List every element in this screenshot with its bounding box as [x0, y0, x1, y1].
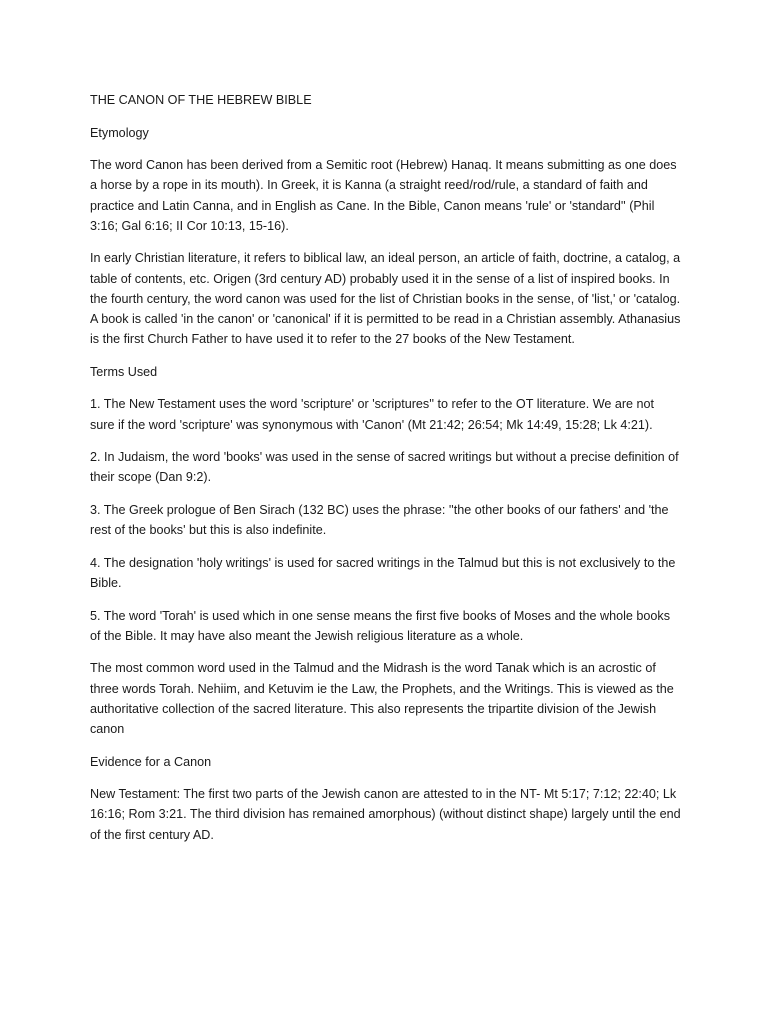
section-heading-evidence: Evidence for a Canon	[90, 754, 212, 769]
list-item-term-3: 3. The Greek prologue of Ben Sirach (132 BC) uses the phrase: ''the other books of our fathers' and 'the rest of the books' but this is also indefinite.	[90, 502, 669, 538]
section-heading-terms-used: Terms Used	[90, 364, 158, 379]
section-heading-etymology: Etymology	[90, 125, 149, 140]
list-item-term-4: 4. The designation 'holy writings' is used for sacred writings in the Talmud but this is not exclusively to the Bible.	[90, 555, 676, 590]
list-item-term-2: 2. In Judaism, the word 'books' was used in the sense of sacred writings but without a precise definition of their scope (Dan 9:2).	[90, 450, 679, 485]
list-item-term-5: 5. The word 'Torah' is used which in one sense means the first five books of Moses and the whole books of the Bible. It may have also meant the Jewish religious literature as a whole.	[90, 608, 671, 643]
paragraph-etymology-2: In early Christian literature, it refers to biblical law, an ideal person, an article of faith, doctrine, a catalog, a table of contents, etc. Origen (3rd century AD) probably used it in the sense of a list of inspired books. In the fourth century, the word canon was used for the list of Christian books in the sense, of 'list,' or 'catalog. A book is called 'in the canon' or 'canonical' if it is permitted to be read in a Christian assembly. Athanasius is the first Church Father to have used it to refer to the 27 books of the New Testament.	[90, 251, 681, 347]
document-title: THE CANON OF THE HEBREW BIBLE	[90, 93, 312, 107]
paragraph-nt-evidence: New Testament: The first two parts of the Jewish canon are attested to in the NT- Mt 5:17; 7:12; 22:40; Lk 16:16; Rom 3:21. The third division has remained amorphous) (without distinct shape) largely until the end of the first century AD.	[90, 787, 681, 842]
list-item-term-1: 1. The New Testament uses the word 'scripture' or 'scriptures'' to refer to the OT literature. We are not sure if the word 'scripture' was synonymous with 'Canon' (Mt 21:42; 26:54; Mk 14:49, 15:28; Lk 4:21).	[90, 397, 655, 432]
paragraph-tanak: The most common word used in the Talmud and the Midrash is the word Tanak which is an acrostic of three words Torah. Nehiim, and Ketuvim ie the Law, the Prophets, and the Writings. This is viewed as the authoritative collection of the sacred literature. This also represents the tripartite division of the Jewish canon	[90, 661, 674, 736]
document-page	[90, 90, 682, 857]
paragraph-etymology-1: The word Canon has been derived from a Semitic root (Hebrew) Hanaq. It means submitting as one does a horse by a rope in its mouth). In Greek, it is Kanna (a straight reed/rod/rule, a standard of faith and practice and Latin Canna, and in English as Cane. In the Bible, Canon means 'rule' or 'standard'' (Phil 3:16; Gal 6:16; II Cor 10:13, 15-16).	[90, 158, 677, 233]
